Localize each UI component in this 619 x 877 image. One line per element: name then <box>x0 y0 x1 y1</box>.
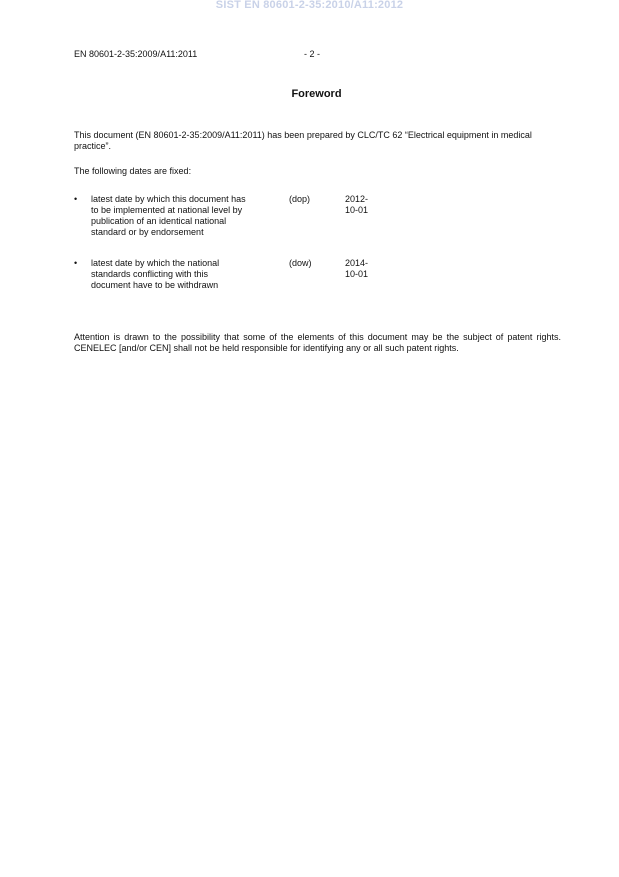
dates-intro-paragraph: The following dates are fixed: <box>74 166 192 176</box>
bullet-icon: • <box>74 194 78 204</box>
date-code: (dop) <box>289 194 311 204</box>
date-value: 2012-10-01 <box>345 194 369 215</box>
description-line: latest date by which the national <box>91 258 220 268</box>
date-value: 2014-10-01 <box>345 258 369 279</box>
date-code: (dow) <box>289 258 312 268</box>
page-number: - 2 - <box>304 49 321 59</box>
foreword-heading: Foreword <box>291 88 342 100</box>
description-line: standard or by endorsement <box>91 227 204 237</box>
description-line: document have to be withdrawn <box>91 280 219 290</box>
date-description <box>91 258 281 291</box>
description-line: latest date by which this document has <box>91 194 246 204</box>
description-line: publication of an identical national <box>91 216 227 226</box>
description-line: to be implemented at national level by <box>91 205 243 215</box>
document-id-header: EN 80601-2-35:2009/A11:2011 <box>74 49 198 59</box>
date-description <box>91 194 281 238</box>
watermark: SIST EN 80601-2-35:2010/A11:2012 <box>215 0 404 11</box>
bullet-icon: • <box>74 258 78 268</box>
patent-notice-paragraph: Attention is drawn to the possibility that some of the elements of this document may be the subject of patent rights. CENELEC [and/or CEN] shall not be held responsible for identifying any or all such patent rights. <box>74 332 561 353</box>
description-line: standards conflicting with this <box>91 269 209 279</box>
intro-paragraph: This document (EN 80601-2-35:2009/A11:2011) has been prepared by CLC/TC 62 “Electrical equipment in medical practice”. <box>74 130 532 151</box>
